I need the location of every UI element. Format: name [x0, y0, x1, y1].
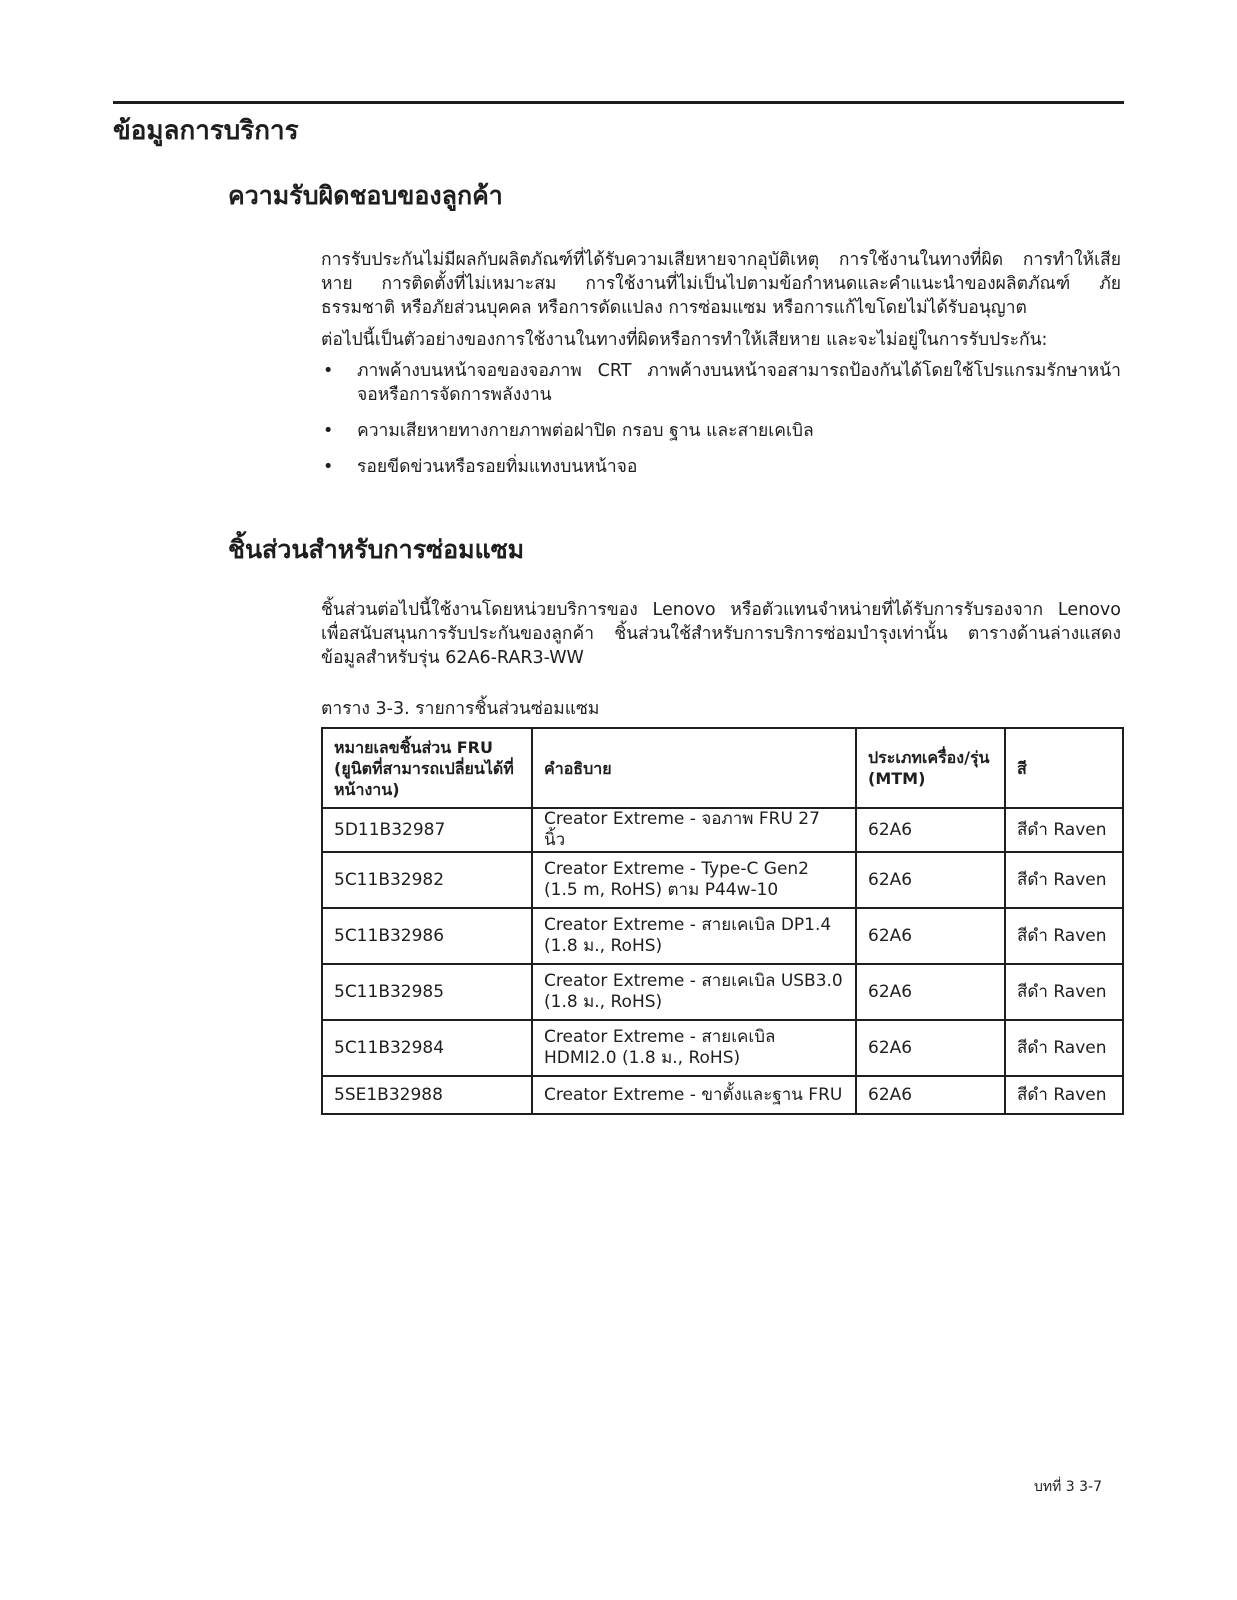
cell-color: สีดำ Raven: [1005, 808, 1123, 852]
cell-fru: 5C11B32984: [322, 1020, 532, 1076]
warranty-exclusion-paragraph: การรับประกันไม่มีผลกับผลิตภัณฑ์ที่ได้รับความเสียหายจากอุบัติเหตุ การใช้งานในทางที่ผิด การทำให้เสียหาย การติดตั้งที่ไม่เหมาะสม การใช้งานที่ไม่เป็นไปตามข้อกำหนดและคำแนะนำของผลิตภัณฑ์ ภัยธรรมชาติ หรือภัยส่วนบุคคล หรือการดัดแปลง การซ่อมแซม หรือการแก้ไขโดยไม่ได้รับอนุญาต: [321, 250, 1121, 318]
bullet-icon: •: [323, 457, 334, 477]
cell-description: Creator Extreme - สายเคเบิล USB3.0 (1.8 ม., RoHS): [532, 964, 856, 1020]
cell-color: สีดำ Raven: [1005, 908, 1123, 964]
customer-responsibility-heading: ความรับผิดชอบของลูกค้า: [228, 181, 503, 210]
top-rule: [113, 101, 1124, 104]
table-header-row: [322, 728, 1123, 808]
list-item: [321, 419, 1121, 443]
header-description: คำอธิบาย: [532, 728, 856, 808]
table-row: [322, 852, 1123, 908]
table-caption: ตาราง 3-3. รายการชิ้นส่วนซ่อมแซม: [321, 699, 600, 719]
list-item-text: ความเสียหายทางกายภาพต่อฝาปิด กรอบ ฐาน และสายเคเบิล: [357, 421, 814, 441]
list-item-text: รอยขีดข่วนหรือรอยทิ่มแทงบนหน้าจอ: [357, 457, 638, 477]
cell-mtm: 62A6: [856, 964, 1005, 1020]
bullet-icon: •: [323, 421, 334, 441]
cell-mtm: 62A6: [856, 1076, 1005, 1114]
table-row: [322, 908, 1123, 964]
repair-parts-heading: ชิ้นส่วนสำหรับการซ่อมแซม: [228, 535, 525, 564]
cell-fru: 5C11B32985: [322, 964, 532, 1020]
misuse-examples-list: [321, 359, 1121, 491]
list-item: [321, 455, 1121, 479]
page-number: บทที่ 3 3-7: [1034, 1479, 1103, 1495]
table-row: [322, 1020, 1123, 1076]
cell-description: Creator Extreme - สายเคเบิล HDMI2.0 (1.8 ม., RoHS): [532, 1020, 856, 1076]
cell-description: Creator Extreme - Type-C Gen2 (1.5 m, RoHS) ตาม P44w-10: [532, 852, 856, 908]
cell-mtm: 62A6: [856, 808, 1005, 852]
list-item: [321, 359, 1121, 407]
misuse-examples-intro: ต่อไปนี้เป็นตัวอย่างของการใช้งานในทางที่ผิดหรือการทำให้เสียหาย และจะไม่อยู่ในการรับประกัน:: [321, 330, 1048, 350]
cell-color: สีดำ Raven: [1005, 1076, 1123, 1114]
table-row: [322, 808, 1123, 852]
cell-fru: 5D11B32987: [322, 808, 532, 852]
cell-color: สีดำ Raven: [1005, 852, 1123, 908]
cell-fru: 5SE1B32988: [322, 1076, 532, 1114]
header-fru: หมายเลขชิ้นส่วน FRU (ยูนิตที่สามารถเปลี่ยนได้ที่หน้างาน): [322, 728, 532, 808]
cell-description: Creator Extreme - ขาตั้งและฐาน FRU: [532, 1076, 856, 1114]
cell-mtm: 62A6: [856, 1020, 1005, 1076]
bullet-icon: •: [323, 361, 334, 381]
cell-color: สีดำ Raven: [1005, 1020, 1123, 1076]
list-item-text: ภาพค้างบนหน้าจอของจอภาพ CRT ภาพค้างบนหน้าจอสามารถป้องกันได้โดยใช้โปรแกรมรักษาหน้าจอหรือการจัดการพลังงาน: [357, 361, 1121, 405]
cell-fru: 5C11B32982: [322, 852, 532, 908]
cell-description: Creator Extreme - สายเคเบิล DP1.4 (1.8 ม., RoHS): [532, 908, 856, 964]
cell-fru: 5C11B32986: [322, 908, 532, 964]
cell-mtm: 62A6: [856, 908, 1005, 964]
repair-parts-paragraph: ชิ้นส่วนต่อไปนี้ใช้งานโดยหน่วยบริการของ Lenovo หรือตัวแทนจำหน่ายที่ได้รับการรับรองจาก Lenovo เพื่อสนับสนุนการรับประกันของลูกค้า ชิ้นส่วนใช้สำหรับการบริการซ่อมบำรุงเท่านั้น ตารางด้านล่างแสดงข้อมูลสำหรับรุ่น 62A6-RAR3-WW: [321, 600, 1121, 668]
fru-parts-table: [321, 727, 1124, 1115]
table-row: [322, 964, 1123, 1020]
cell-color: สีดำ Raven: [1005, 964, 1123, 1020]
header-mtm: ประเภทเครื่อง/รุ่น (MTM): [856, 728, 1005, 808]
section-title: ข้อมูลการบริการ: [113, 116, 299, 146]
cell-mtm: 62A6: [856, 852, 1005, 908]
cell-description: Creator Extreme - จอภาพ FRU 27 นิ้ว: [532, 808, 856, 852]
header-color: สี: [1005, 728, 1123, 808]
table-row: [322, 1076, 1123, 1114]
